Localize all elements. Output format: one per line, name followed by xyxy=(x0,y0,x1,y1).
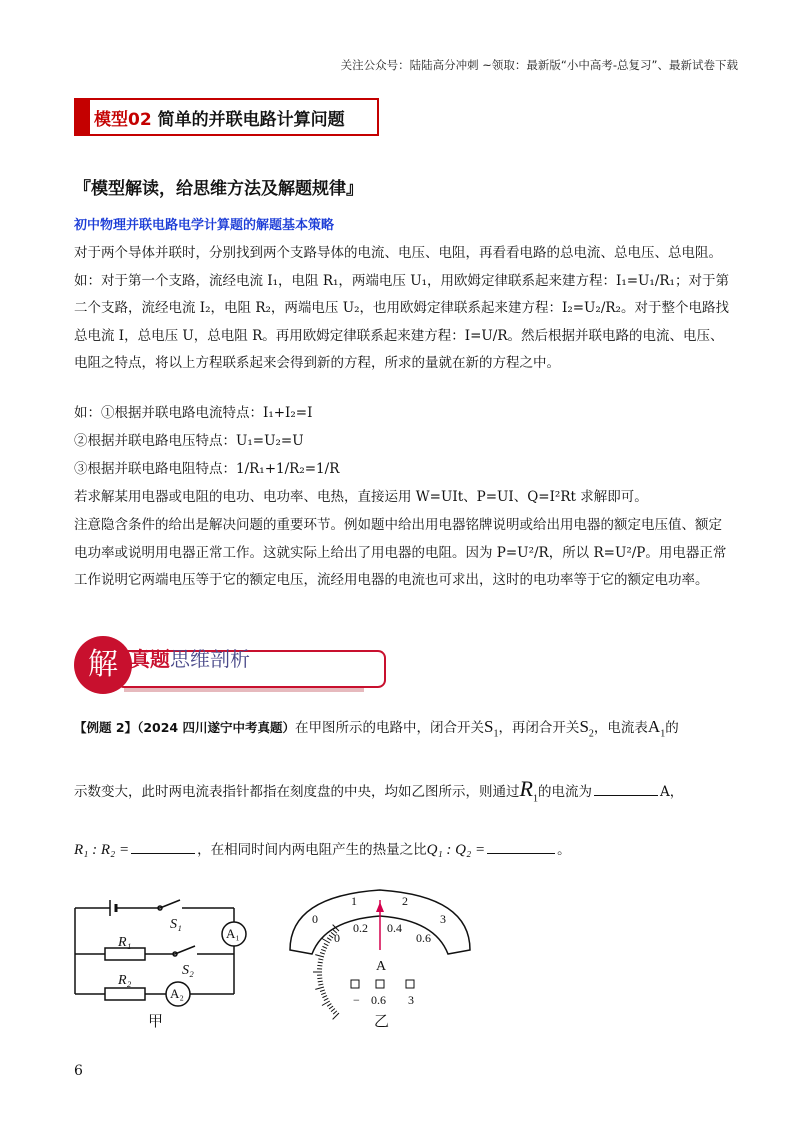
q-text-7: ，在相同时间内两电阻产生的热量之比 xyxy=(197,842,427,858)
dial-tick xyxy=(333,1011,337,1014)
ratio-r: R₁ : R₂ = xyxy=(74,842,130,858)
caption-left: 甲 xyxy=(148,1014,164,1030)
q-text-8: 。 xyxy=(557,842,571,858)
dial-tick xyxy=(331,1009,335,1012)
rule-voltage: ②根据并联电路电压特点：U₁=U₂=U xyxy=(74,433,304,449)
ratio-q: Q₁ : Q₂ = xyxy=(426,842,486,858)
banner-label xyxy=(130,643,250,672)
banner-label-a: 真题 xyxy=(130,647,170,671)
dial-tick xyxy=(324,943,328,945)
dial-tick xyxy=(322,996,327,998)
switch-s1-blade xyxy=(160,900,180,908)
dial-tick xyxy=(318,981,323,982)
outer-tick-3: 3 xyxy=(440,912,446,926)
exam-banner xyxy=(74,636,314,694)
s2-letter: S xyxy=(579,717,589,736)
answer-blank-2[interactable] xyxy=(131,853,195,854)
dial-tick xyxy=(329,935,333,938)
q-unit-a: A， xyxy=(659,784,684,800)
terminal-06: 0.6 xyxy=(371,993,386,1007)
model-number: 模型02 xyxy=(94,110,152,130)
question-line-1 xyxy=(74,716,679,739)
label-a1: A₁ xyxy=(226,926,240,941)
answer-blank-1[interactable] xyxy=(594,795,658,796)
answer-blank-3[interactable] xyxy=(487,853,555,854)
outer-tick-0: 0 xyxy=(312,912,318,926)
question-source: （2024 四川遂宁中考真题） xyxy=(137,720,295,735)
dial-tick xyxy=(322,946,327,948)
q-text-5: 示数变大，此时两电流表指针都指在刻度盘的中央，均如乙图所示，则通过 xyxy=(74,784,520,800)
terminal-post-3 xyxy=(406,980,414,988)
label-r1: R₁ xyxy=(118,935,132,950)
question-tag: 【例题 2】 xyxy=(74,720,138,735)
terminals xyxy=(351,980,414,988)
terminal-post-minus xyxy=(351,980,359,988)
q-text-1: 在甲图所示的电路中，闭合开关 xyxy=(294,720,484,736)
q-text-3: ，电流表 xyxy=(593,720,648,736)
outer-tick-2: 2 xyxy=(402,894,408,908)
question-line-3 xyxy=(74,838,571,859)
banner-label-b: 思维剖析 xyxy=(170,647,250,671)
terminal-minus: − xyxy=(353,993,360,1007)
dial-tick xyxy=(318,984,323,985)
inner-tick-04: 0.4 xyxy=(387,921,402,935)
caption-right: 乙 xyxy=(374,1014,390,1030)
switch-s2 xyxy=(579,717,594,740)
s1-letter: S xyxy=(483,717,494,736)
switch-s2-blade xyxy=(175,946,195,954)
q-text-4: 的 xyxy=(665,720,679,736)
meter-unit: A xyxy=(376,959,387,974)
label-s2: S₂ xyxy=(182,963,194,978)
dial-tick xyxy=(329,1006,333,1009)
a1-letter: A xyxy=(647,717,661,736)
header-note: 关注公众号：陆陆高分冲刺 ~领取：最新版“小中高考-总复习”、最新试卷下载 xyxy=(340,58,738,72)
label-s1: S₁ xyxy=(170,917,182,932)
dial-tick xyxy=(321,993,326,995)
banner-circle: 解 xyxy=(74,636,132,694)
inner-tick-0: 0 xyxy=(334,931,340,945)
label-a2: A₂ xyxy=(170,986,184,1001)
dial-tick xyxy=(327,1004,331,1007)
strategy-subtitle: 初中物理并联电路电学计算题的解题基本策略 xyxy=(74,218,335,233)
model-title-text: 简单的并联电路计算问题 xyxy=(157,110,345,130)
dial-tick xyxy=(321,949,326,951)
a1-sub: 1 xyxy=(660,728,666,740)
question-line-2 xyxy=(74,776,683,804)
dial-tick xyxy=(315,955,324,957)
banner-shadow xyxy=(124,688,364,692)
q-text-6: 的电流为 xyxy=(537,784,592,800)
resistor-r2-box xyxy=(105,988,145,1000)
circuit-diagram xyxy=(75,900,246,1006)
switch-s1 xyxy=(483,717,499,740)
dial-tick xyxy=(320,990,325,992)
terminal-post-06 xyxy=(376,980,384,988)
resistor-r1 xyxy=(519,776,538,805)
label-r2: R₂ xyxy=(118,973,132,988)
q-text-2: ，再闭合开关 xyxy=(498,720,580,736)
dial-tick xyxy=(324,998,328,1000)
dial-tick xyxy=(318,959,323,960)
rule-current: 如：①根据并联电路电流特点：I₁+I₂=I xyxy=(74,405,313,421)
dial-tick xyxy=(315,987,324,989)
model-title-box xyxy=(74,98,379,136)
inner-tick-02: 0.2 xyxy=(353,921,368,935)
rule-energy: 若求解某用电器或电阻的电功、电功率、电热，直接运用 W=UIt、P=UI、Q=I²Rt 求解即可。 xyxy=(74,489,648,505)
rule-resistance: ③根据并联电路电阻特点：1/R₁+1/R₂=1/R xyxy=(74,461,340,477)
s1-sub: 1 xyxy=(493,728,499,740)
s2-sub: 2 xyxy=(588,728,594,740)
paragraph-1: 对于两个导体并联时，分别找到两个支路导体的电流、电压、电阻，再看看电路的总电流、总电压、总电阻。如：对于第一个支路，流经电流 I₁，电阻 R₁，两端电压 U₁，用欧姆定律联系起来建方程：I₁=U₁/R₁；对于第二个支路，流经电流 I₂，电阻 R₂，两端电压 U₂，也用欧姆定律联系起来建方程：I₂=U₂/R₂。对于整个电路找总电流 I，总电压 U，总电阻 R。再用欧姆定律联系起来建方程：I=U/R。然后根据并联电路的电流、电压、电阻之特点，将以上方程联系起来会得到新的方程，所求的量就在新的方程之中。 xyxy=(74,245,729,372)
circuit-figure xyxy=(60,880,480,1040)
paragraph-2: 注意隐含条件的给出是解决问题的重要环节。例如题中给出用电器铭牌说明或给出用电器的额定电压值、额定电功率或说明用电器正常工作。这就实际上给出了用电器的电阻。因为 P=U²/R，所以 R=U²/P。用电器正常工作说明它两端电压等于它的额定电压，流经用电器的电流也可求出，这时的电功率等于它的额定电功率。 xyxy=(74,517,727,589)
outer-tick-1: 1 xyxy=(351,894,357,908)
dial-tick xyxy=(317,978,322,979)
dial-tick xyxy=(317,965,322,966)
r1-sub: 1 xyxy=(532,793,538,805)
dial-tick xyxy=(320,953,325,955)
title-accent-block xyxy=(74,98,90,136)
page-number: 6 xyxy=(74,1063,83,1079)
ammeter-a1 xyxy=(647,717,666,740)
model-title xyxy=(94,105,345,130)
r1-letter: R xyxy=(519,776,533,801)
inner-tick-06: 0.6 xyxy=(416,931,431,945)
section-title: 『模型解读，给思维方法及解题规律』 xyxy=(74,179,363,199)
dial-tick xyxy=(327,938,331,941)
dial-tick xyxy=(318,962,323,963)
terminal-3: 3 xyxy=(408,993,414,1007)
